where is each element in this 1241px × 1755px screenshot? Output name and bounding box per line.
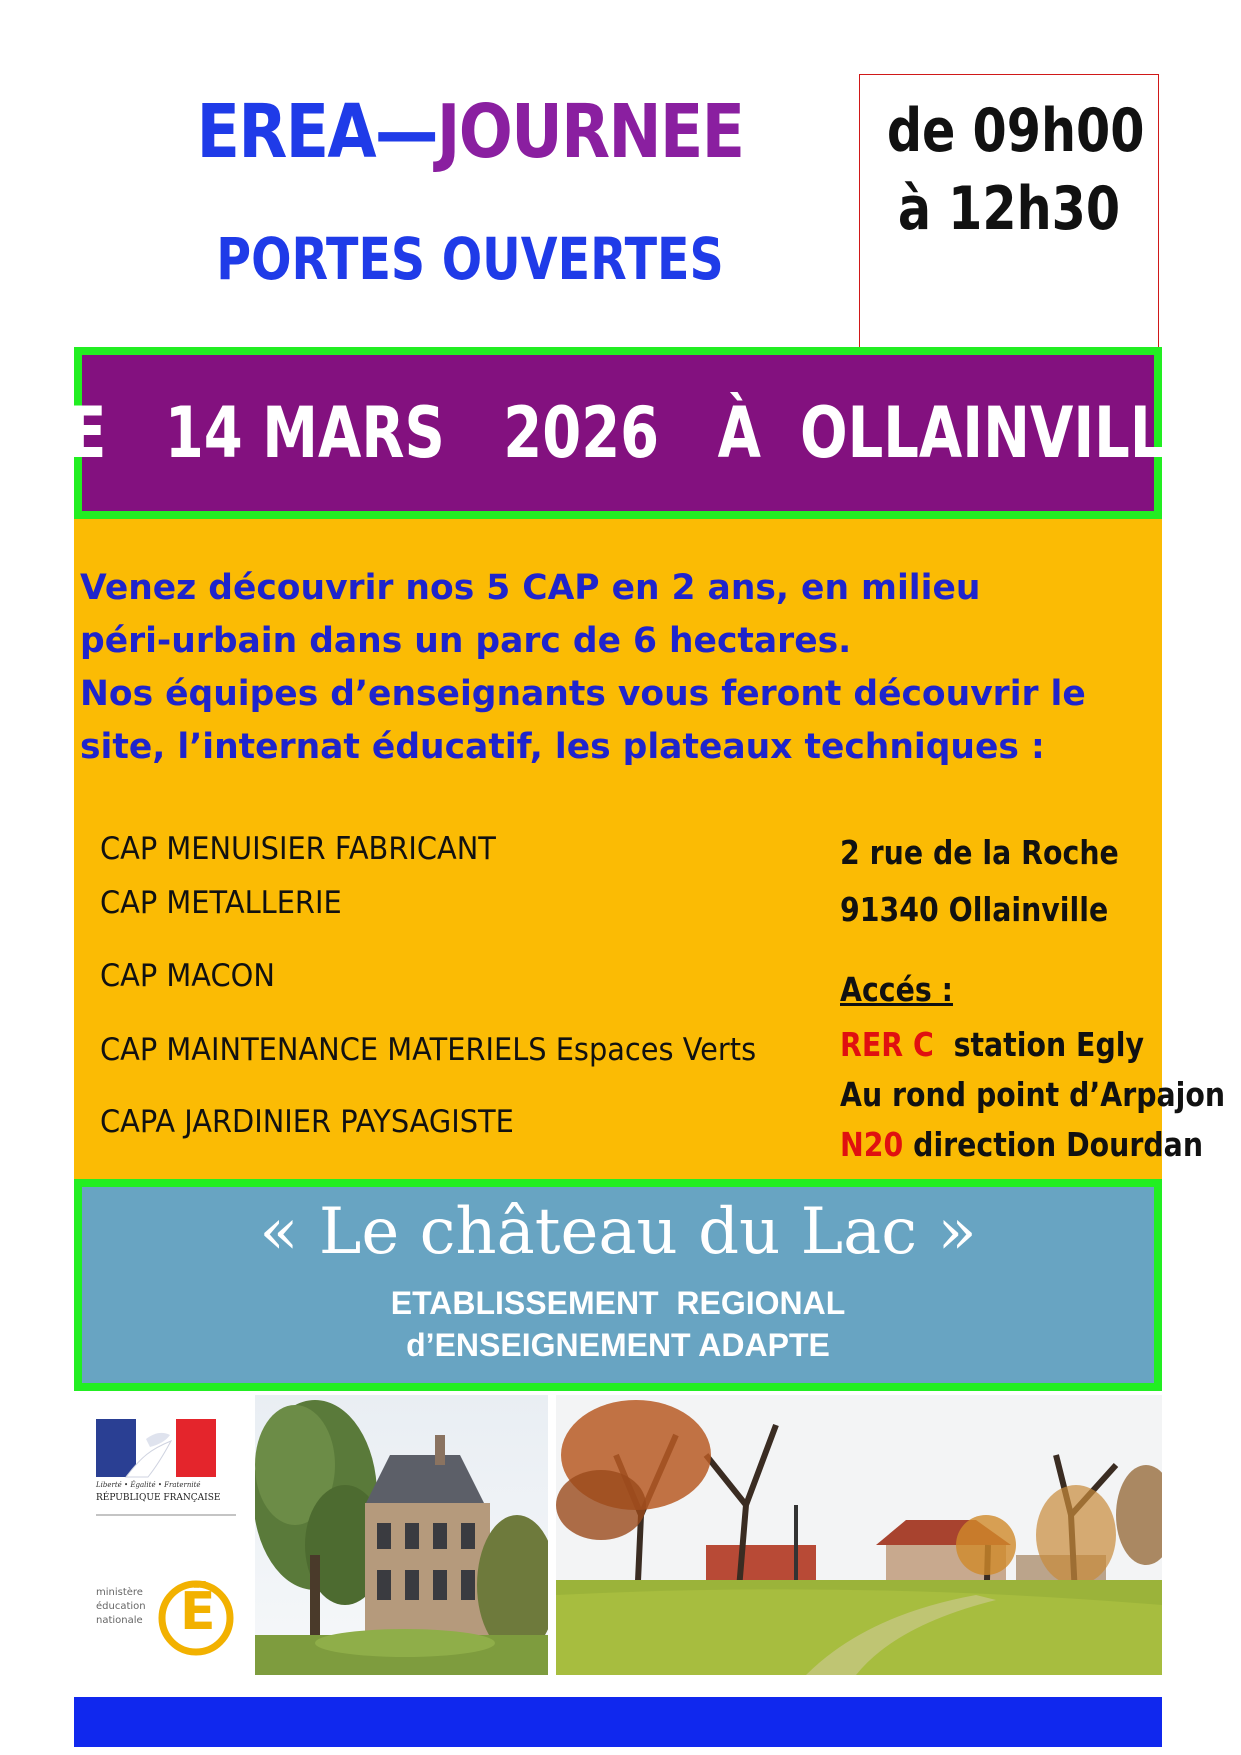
- cap-item: CAPA JARDINIER PAYSAGISTE: [100, 1104, 514, 1140]
- footer-bar: [74, 1697, 1162, 1747]
- access-label: Accés :: [840, 970, 953, 1009]
- rer-line: RER C: [840, 1025, 934, 1064]
- intro-line: péri-urbain dans un parc de 6 hectares.: [80, 621, 852, 661]
- title-journee: JOURNEE: [436, 89, 744, 175]
- intro-line: site, l’internat éducatif, les plateaux techniques :: [80, 727, 1045, 767]
- chateau-line1: ETABLISSEMENT REGIONAL: [390, 1285, 846, 1321]
- en-line: nationale: [96, 1615, 143, 1626]
- event-title: [195, 89, 745, 175]
- intro-line: Venez découvrir nos 5 CAP en 2 ans, en milieu: [80, 568, 981, 608]
- en-line: ministère: [96, 1587, 143, 1598]
- time-start: de 09h00: [886, 96, 1145, 166]
- en-letter: É: [180, 1582, 216, 1642]
- access-rer: [840, 1025, 1144, 1064]
- chateau-banner: [74, 1179, 1162, 1391]
- title-dash: —: [374, 89, 437, 175]
- chateau-title: « Le château du Lac »: [259, 1195, 977, 1269]
- rer-station: station Egly: [933, 1025, 1144, 1064]
- chateau-photo: [255, 1395, 548, 1675]
- education-nationale-logo: [96, 1560, 236, 1670]
- cap-item: CAP METALLERIE: [100, 885, 342, 921]
- chateau-line2: d’ENSEIGNEMENT ADAPTE: [406, 1327, 830, 1363]
- cap-item: CAP MAINTENANCE MATERIELS Espaces Verts: [100, 1032, 757, 1068]
- park-photo: [556, 1395, 1162, 1675]
- road-number: N20: [840, 1125, 904, 1164]
- chateau-banner-inner: [82, 1187, 1154, 1383]
- intro-line: Nos équipes d’enseignants vous feront découvrir le: [80, 674, 1086, 714]
- date-text: LE 14 MARS 2026 À OLLAINVILLE: [32, 392, 1204, 474]
- event-subtitle: PORTES OUVERTES: [216, 225, 724, 293]
- en-text: [96, 1586, 146, 1628]
- address-street: 2 rue de la Roche: [840, 833, 1119, 872]
- time-box: [859, 74, 1159, 354]
- date-banner: [32, 347, 1204, 519]
- intro-text: [80, 562, 1150, 774]
- access-road: [840, 1125, 1204, 1164]
- time-end: à 12h30: [897, 174, 1121, 244]
- rf-motto: Liberté • Égalité • Fraternité: [96, 1481, 201, 1489]
- date-banner-inner: [32, 355, 1204, 511]
- rf-name: RÉPUBLIQUE FRANÇAISE: [96, 1493, 221, 1503]
- en-line: éducation: [96, 1601, 146, 1612]
- road-direction: direction Dourdan: [903, 1125, 1204, 1164]
- access-roundabout: Au rond point d’Arpajon: [840, 1075, 1226, 1114]
- address-city: 91340 Ollainville: [840, 890, 1109, 929]
- cap-item: CAP MENUISIER FABRICANT: [100, 831, 496, 867]
- title-erea: EREA: [196, 89, 375, 175]
- cap-item: CAP MACON: [100, 958, 275, 994]
- republique-francaise-logo: [96, 1419, 236, 1524]
